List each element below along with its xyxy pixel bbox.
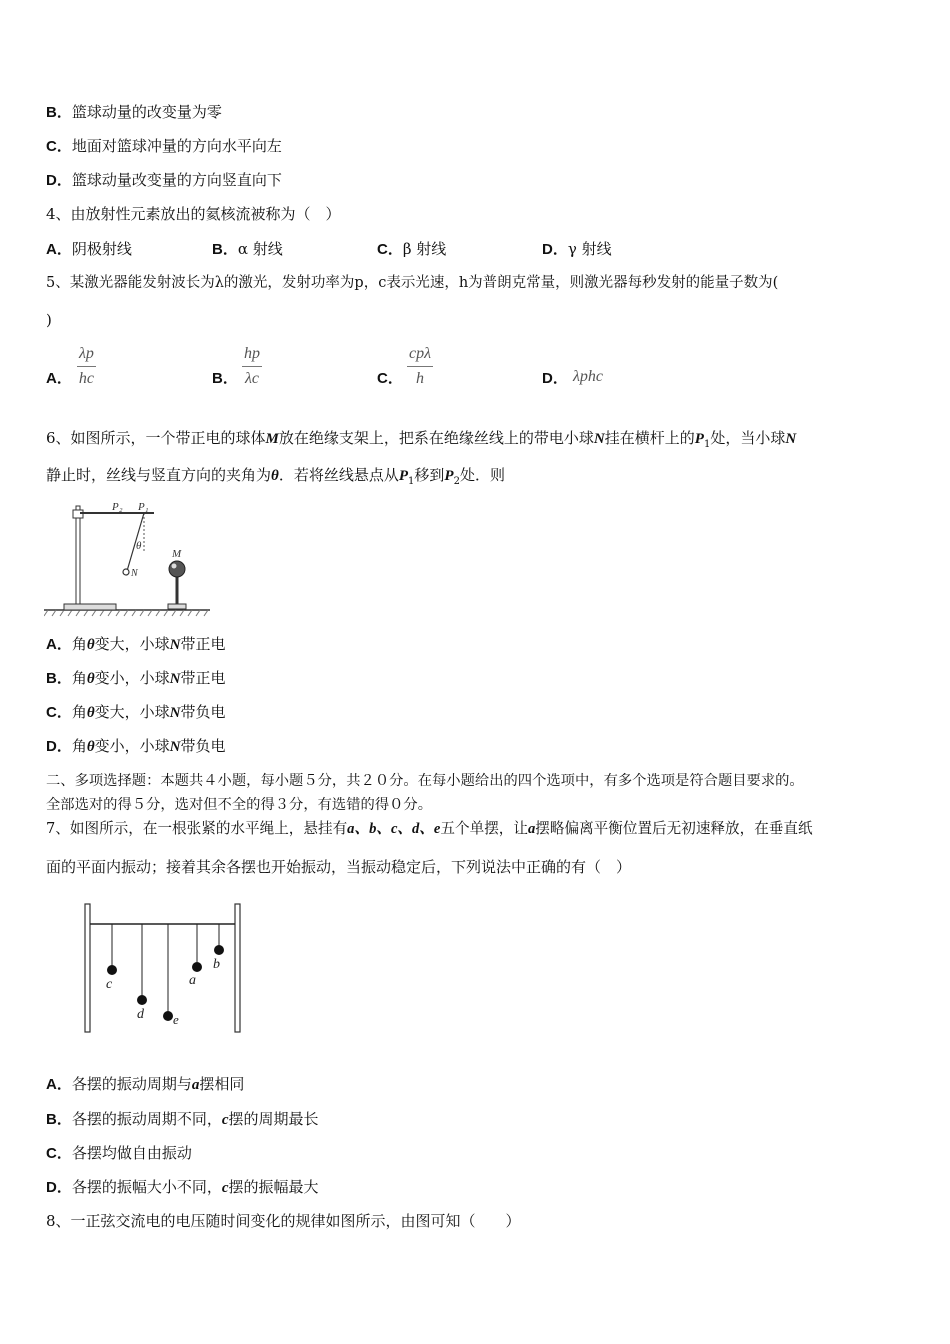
left-post — [85, 904, 90, 1032]
q4-options — [46, 238, 926, 260]
q3-option-b: B．篮球动量的改变量为零 — [46, 103, 222, 121]
q4-option-a: A．阴极射线 — [46, 240, 132, 258]
q6-figure — [44, 492, 210, 618]
q6-stem-line2: 静止时，丝线与竖直方向的夹角为θ．若将丝线悬点从$P_1$移到$P_2$处．则 — [46, 466, 505, 487]
q4-option-b: B．α 射线 — [212, 240, 283, 258]
q5-option-c-label: C． — [377, 370, 403, 387]
q5-stem: 5、某激光器能发射波长为λ的激光，发射功率为p，c表示光速，h为普朗克常量，则激光器每秒发射的能量子数为( — [46, 275, 779, 291]
label-a: a — [189, 973, 196, 988]
q8-stem: 8、一正弦交流电的电压随时间变化的规律如图所示，由图可知（ ） — [46, 1212, 521, 1230]
q4-option-c: C．β 射线 — [377, 240, 447, 258]
label-d: d — [137, 1007, 144, 1022]
q4-stem: 4、由放射性元素放出的氦核流被称为（ ） — [46, 205, 341, 223]
q7-stem-line2: 面的平面内振动；接着其余各摆也开始振动，当振动稳定后，下列说法中正确的有（ ） — [46, 858, 632, 876]
ground-hatching — [44, 610, 208, 616]
q6-stem-line1: 6、如图所示，一个带正电的球体M放在绝缘支架上，把系在绝缘丝线上的带电小球N挂在横杆上的$P_1$处，当小球N — [46, 429, 797, 450]
sphere-highlight — [172, 564, 177, 569]
q5-option-d-label: D． — [542, 370, 568, 387]
stand-post — [76, 506, 80, 604]
q7-option-a: A．各摆的振动周期与a摆相同 — [46, 1075, 245, 1093]
support-base — [168, 604, 186, 609]
q6-option-c: C．角θ变大，小球N带负电 — [46, 703, 226, 721]
label-theta: θ — [136, 540, 142, 552]
label-m: M — [172, 548, 182, 560]
pendulum-b-bob — [214, 945, 224, 955]
label-p2: P₂ — [112, 501, 123, 513]
pendulum-d-bob — [137, 995, 147, 1005]
q6-option-b: B．角θ变小，小球N带正电 — [46, 669, 226, 687]
q5-option-d-expr: λphc — [573, 368, 604, 385]
stand-base — [64, 604, 116, 610]
label-e: e — [173, 1012, 179, 1027]
q7-option-b: B．各摆的振动周期不同，c摆的周期最长 — [46, 1110, 319, 1128]
ball-n — [123, 569, 129, 575]
q7-stem-line1: 7、如图所示，在一根张紧的水平绳上，悬挂有a、b、c、d、e五个单摆，让a摆略偏离平衡位置后无初速释放，在垂直纸 — [46, 820, 813, 837]
pendulum-c-bob — [107, 965, 117, 975]
q5-option-a-fraction: λp hc — [78, 345, 95, 387]
q7-option-d: D．各摆的振幅大小不同，c摆的振幅最大 — [46, 1178, 319, 1196]
q7-figure — [82, 902, 244, 1034]
section2-line2: 全部选对的得５分，选对但不全的得３分，有选错的得０分。 — [46, 797, 433, 813]
q7-option-c: C．各摆均做自由振动 — [46, 1144, 192, 1162]
q5-option-b-fraction: hp λc — [244, 345, 260, 387]
label-n: N — [131, 568, 138, 579]
label-c: c — [106, 977, 113, 992]
pendulum-a-bob — [192, 962, 202, 972]
q5-stem-end: ) — [46, 311, 52, 329]
q4-option-d: D．γ 射线 — [542, 240, 612, 258]
q3-option-c: C．地面对篮球冲量的方向水平向左 — [46, 137, 282, 155]
q3-option-d: D．篮球动量改变量的方向竖直向下 — [46, 171, 282, 189]
q5-options — [46, 344, 926, 392]
label-b: b — [213, 957, 220, 972]
right-post — [235, 904, 240, 1032]
sphere-m — [169, 561, 185, 577]
section2-line1: 二、多项选择题：本题共４小题，每小题５分，共２０分。在每小题给出的四个选项中，有多个选项是符合题目要求的。 — [46, 773, 804, 789]
q6-option-a: A．角θ变大，小球N带正电 — [46, 635, 226, 653]
q5-option-a-label: A． — [46, 370, 72, 387]
q6-option-d: D．角θ变小，小球N带负电 — [46, 737, 226, 755]
pendulum-e-bob — [163, 1011, 173, 1021]
q5-option-c-fraction: cpλ h — [409, 345, 432, 387]
label-p1: P₁ — [138, 501, 149, 513]
q5-option-b-label: B． — [212, 370, 238, 387]
